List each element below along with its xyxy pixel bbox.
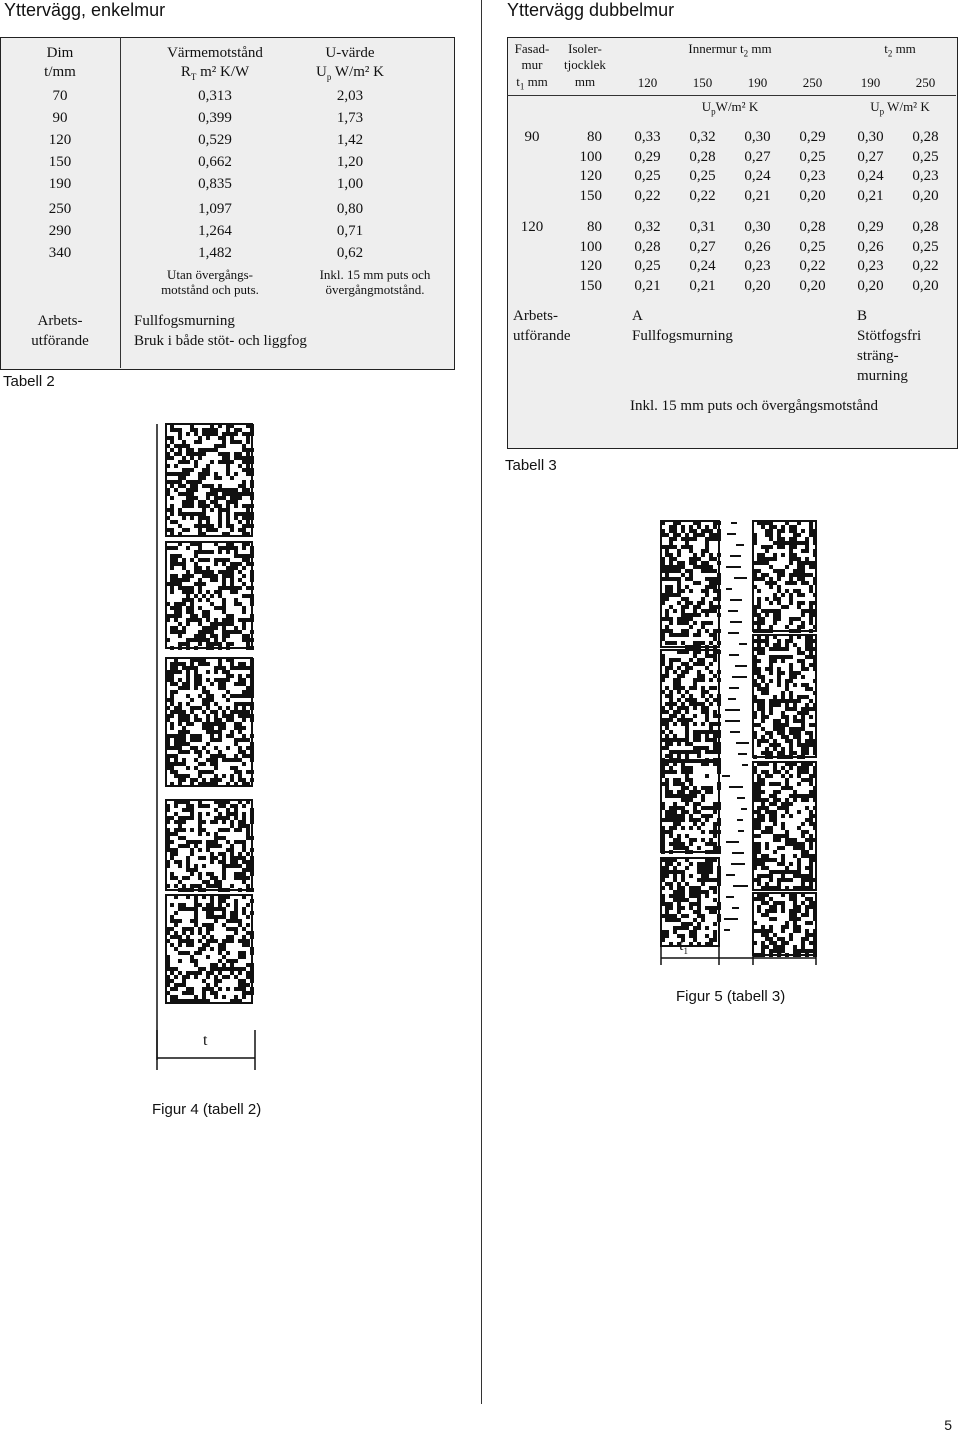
table-3-isoler-value: 150 bbox=[579, 187, 602, 204]
table-3-cell-a: 0,21 bbox=[634, 277, 661, 294]
table-3-a-label: A bbox=[632, 308, 643, 324]
table-3-isoler-value: 100 bbox=[579, 148, 602, 165]
table-2-cell-dim: 70 bbox=[52, 88, 68, 104]
table-3-header-isoler-1: Isoler- bbox=[568, 41, 602, 56]
table-3-cell-a: 0,23 bbox=[744, 258, 771, 274]
table-3-cell-a: 0,29 bbox=[799, 129, 826, 145]
table-3-cell-a: 0,24 bbox=[689, 258, 716, 274]
table-2-cell-r: 1,097 bbox=[198, 201, 232, 217]
table-3-cell-a: 0,20 bbox=[799, 277, 826, 294]
page-number: 5 bbox=[944, 1417, 952, 1433]
table-3-cell-b: 0,20 bbox=[912, 187, 939, 204]
table-3-cell-a: 0,30 bbox=[744, 219, 771, 235]
table-3-col-b-header: 250 bbox=[915, 75, 936, 90]
table-3-cell-a: 0,28 bbox=[634, 238, 661, 255]
table-3-cell-a: 0,31 bbox=[689, 219, 716, 235]
insulation-mark bbox=[738, 753, 747, 755]
table-2-cell-r: 0,313 bbox=[198, 88, 232, 104]
table-3-cell-a: 0,27 bbox=[744, 148, 771, 165]
table-2-cell-r: 1,264 bbox=[198, 223, 232, 239]
insulation-mark bbox=[724, 918, 738, 920]
table-3-cell-a: 0,24 bbox=[744, 168, 771, 184]
table-3-cell-b: 0,23 bbox=[912, 168, 939, 184]
table-3-cell-b: 0,29 bbox=[857, 219, 884, 235]
table-3-cell-b: 0,25 bbox=[912, 148, 939, 165]
table-3-cell-a: 0,23 bbox=[799, 168, 826, 184]
table-2-cell-dim: 340 bbox=[48, 245, 72, 261]
table-2-cell-u: 2,03 bbox=[336, 88, 364, 104]
table-3-isoler-value: 120 bbox=[579, 168, 602, 184]
table-3-cell-a: 0,22 bbox=[634, 187, 661, 204]
table-3-isoler-value: 80 bbox=[587, 129, 602, 145]
table-3-cell-a: 0,32 bbox=[689, 129, 716, 145]
insulation-mark bbox=[730, 621, 742, 623]
table-2-cell-dim: 90 bbox=[52, 110, 68, 126]
insulation-mark bbox=[738, 830, 744, 832]
insulation-mark bbox=[726, 896, 734, 898]
table-2-cell-u: 0,71 bbox=[336, 223, 364, 239]
table-2-cell-u: 1,00 bbox=[336, 176, 364, 192]
table-3-cell-a: 0,25 bbox=[799, 148, 826, 165]
table-3-cell-a: 0,33 bbox=[634, 129, 661, 145]
table-2-header-r-unit: $R_T$ m² K/W bbox=[180, 64, 250, 82]
insulation-mark bbox=[732, 907, 739, 909]
insulation-mark bbox=[731, 863, 745, 865]
insulation-mark bbox=[742, 764, 748, 766]
insulation-mark bbox=[736, 742, 749, 744]
table-3-header-fasad-3: $t_1$ mm bbox=[516, 74, 548, 92]
insulation-mark bbox=[737, 819, 743, 821]
table-3-header-isoler-3: mm bbox=[574, 74, 596, 89]
table-3-header-isoler-2: tjocklek bbox=[564, 57, 606, 72]
table-2-arbets-1: Arbets- bbox=[37, 313, 83, 329]
insulation-mark bbox=[729, 786, 743, 788]
table-3-cell-a: 0,30 bbox=[744, 129, 771, 145]
table-2-cell-r: 0,529 bbox=[198, 132, 232, 148]
table-3-cell-a: 0,21 bbox=[689, 277, 716, 294]
table-3-col-a-header: 190 bbox=[747, 75, 768, 90]
insulation-mark bbox=[731, 522, 737, 524]
table-3-cell-b: 0,23 bbox=[857, 258, 884, 274]
insulation-mark bbox=[733, 885, 748, 887]
table-2-cell-u: 1,73 bbox=[336, 110, 364, 126]
table-2-cell-dim: 150 bbox=[48, 154, 72, 170]
table-2-cell-u: 1,42 bbox=[336, 132, 364, 148]
insulation-mark bbox=[730, 599, 742, 601]
table-3-cell-a: 0,22 bbox=[799, 258, 826, 274]
table-2-caption: Tabell 2 bbox=[3, 373, 55, 390]
table-2-cell-r: 0,835 bbox=[198, 176, 232, 192]
insulation-mark bbox=[729, 687, 739, 689]
table-2-cell-r: 0,662 bbox=[198, 154, 232, 170]
figure-5-t2-label: $t_2$ bbox=[773, 937, 782, 957]
table-2-note-u-2: övergångmotstånd. bbox=[325, 282, 425, 297]
table-2-cell-dim: 250 bbox=[48, 201, 72, 217]
table-3-cell-a: 0,25 bbox=[634, 168, 661, 184]
table-2-note-u-1: Inkl. 15 mm puts och bbox=[319, 267, 431, 282]
table-2-note-r-2: motstånd och puts. bbox=[161, 282, 259, 297]
table-3-header-t2: $t_2$ mm bbox=[884, 41, 916, 59]
table-3-cell-a: 0,27 bbox=[689, 238, 716, 255]
table-3-caption: Tabell 3 bbox=[505, 457, 557, 474]
insulation-mark bbox=[727, 533, 736, 535]
table-3-fasad-value: 90 bbox=[524, 129, 540, 145]
insulation-mark bbox=[728, 698, 736, 700]
figure-5-caption: Figur 5 (tabell 3) bbox=[676, 988, 786, 1005]
table-3-cell-b: 0,20 bbox=[857, 277, 884, 294]
insulation-mark bbox=[726, 874, 735, 876]
table-3-cell-a: 0,25 bbox=[799, 238, 826, 255]
table-2-header-u-unit: $U_p$ W/m² K bbox=[316, 64, 384, 82]
table-3-col-a-header: 150 bbox=[692, 75, 713, 90]
table-3-header-fasad-1: Fasad- bbox=[514, 41, 550, 56]
table-3-cell-a: 0,29 bbox=[634, 148, 661, 165]
table-3-cell-b: 0,27 bbox=[857, 148, 884, 165]
table-3-cell-b: 0,25 bbox=[912, 238, 939, 255]
insulation-mark bbox=[725, 720, 740, 722]
table-3-cell-a: 0,22 bbox=[689, 187, 716, 204]
table-3-cell-b: 0,24 bbox=[857, 168, 884, 184]
insulation-mark bbox=[732, 676, 747, 678]
table-3-cell-b: 0,22 bbox=[912, 258, 939, 274]
insulation-mark bbox=[725, 709, 740, 711]
table-2-cell-r: 1,482 bbox=[198, 245, 232, 261]
table-3-fasad-value: 120 bbox=[520, 219, 544, 235]
table-3-arbets-2: utförande bbox=[513, 328, 571, 344]
table-2-header-dim-unit: t/mm bbox=[44, 64, 76, 80]
table-3-cell-b: 0,28 bbox=[912, 129, 939, 145]
insulation-mark bbox=[732, 852, 744, 854]
table-3-cell-a: 0,21 bbox=[744, 187, 771, 204]
table-3-cell-a: 0,25 bbox=[634, 258, 661, 274]
table-3-cell-b: 0,21 bbox=[857, 187, 884, 204]
table-3-cell-a: 0,26 bbox=[744, 238, 771, 255]
table-3-col-a-header: 120 bbox=[637, 75, 658, 90]
insulation-mark bbox=[730, 731, 740, 733]
table-2-cell-dim: 190 bbox=[48, 176, 72, 192]
insulation-mark bbox=[739, 643, 747, 645]
table-2-fullfog-1: Fullfogsmurning bbox=[134, 313, 235, 329]
insulation-mark bbox=[724, 929, 730, 931]
insulation-mark bbox=[726, 566, 741, 568]
table-3-incl-note: Inkl. 15 mm puts och övergångsmotstånd bbox=[630, 398, 879, 414]
figure-5-t1-label: $t_1$ bbox=[679, 937, 688, 957]
table-3-cell-a: 0,20 bbox=[744, 277, 771, 294]
insulation-mark bbox=[729, 654, 739, 656]
table-3-unit-a: $U_pW/m^2$ K bbox=[701, 99, 759, 117]
table-3-cell-a: 0,20 bbox=[799, 187, 826, 204]
table-3-b-text-3: murning bbox=[857, 368, 908, 384]
table-3-a-text: Fullfogsmurning bbox=[632, 328, 733, 344]
table-3-isoler-value: 150 bbox=[579, 277, 602, 294]
table-3-cell-b: 0,30 bbox=[857, 129, 884, 145]
table-3-cell-a: 0,25 bbox=[689, 168, 716, 184]
insulation-mark bbox=[736, 544, 744, 546]
table-3-cell-b: 0,28 bbox=[912, 219, 939, 235]
insulation-mark bbox=[735, 665, 747, 667]
table-3-cell-b: 0,20 bbox=[912, 277, 939, 294]
insulation-mark bbox=[728, 632, 739, 634]
table-2-header-u: U-värde bbox=[325, 45, 375, 61]
insulation-mark bbox=[726, 841, 739, 843]
table-3-b-text-1: Stötfogsfri bbox=[857, 328, 922, 344]
insulation-mark bbox=[728, 610, 738, 612]
table-3-unit-b: $U_p$ W/m² K bbox=[870, 99, 930, 117]
table-3-col-b-header: 190 bbox=[860, 75, 881, 90]
insulation-mark bbox=[722, 775, 730, 777]
table-2-header-r: Värmemotstånd bbox=[167, 45, 263, 61]
insulation-mark bbox=[730, 555, 741, 557]
table-2-cell-u: 0,80 bbox=[336, 201, 364, 217]
table-2-cell-u: 1,20 bbox=[336, 154, 364, 170]
insulation-mark bbox=[737, 797, 745, 799]
right-section-title: Yttervägg dubbelmur bbox=[507, 0, 675, 20]
table-3-b-text-2: sträng- bbox=[857, 348, 899, 364]
figure-4-t-label: t bbox=[203, 1032, 208, 1049]
insulation-mark bbox=[741, 808, 747, 810]
table-3-cell-b: 0,26 bbox=[857, 238, 884, 255]
table-3-header-fasad-2: mur bbox=[521, 57, 543, 72]
table-2-cell-r: 0,399 bbox=[198, 110, 232, 126]
table-3-col-a-header: 250 bbox=[802, 75, 823, 90]
table-3-arbets-1: Arbets- bbox=[513, 308, 558, 324]
table-3-isoler-value: 120 bbox=[579, 258, 602, 274]
insulation-mark bbox=[726, 588, 732, 590]
insulation-mark bbox=[734, 577, 747, 579]
table-2-note-r-1: Utan övergångs- bbox=[166, 267, 254, 282]
table-2-header-dim: Dim bbox=[46, 45, 74, 61]
table-2-cell-dim: 120 bbox=[48, 132, 72, 148]
table-2-cell-u: 0,62 bbox=[336, 245, 364, 261]
left-section-title: Yttervägg, enkelmur bbox=[4, 0, 166, 20]
figure-4-caption: Figur 4 (tabell 2) bbox=[152, 1101, 262, 1118]
table-2-fullfog-2: Bruk i både stöt- och liggfog bbox=[134, 333, 307, 349]
table-3-b-label: B bbox=[857, 308, 868, 324]
table-3-isoler-value: 100 bbox=[579, 238, 602, 255]
table-2-arbets-2: utförande bbox=[31, 333, 89, 349]
table-2-cell-dim: 290 bbox=[48, 223, 72, 239]
table-3-cell-a: 0,28 bbox=[799, 219, 826, 235]
table-3-cell-a: 0,32 bbox=[634, 219, 661, 235]
table-3-isoler-value: 80 bbox=[587, 219, 602, 235]
table-3-header-innermur: Innermur $t_2$ mm bbox=[688, 41, 772, 59]
table-3-cell-a: 0,28 bbox=[689, 148, 716, 165]
